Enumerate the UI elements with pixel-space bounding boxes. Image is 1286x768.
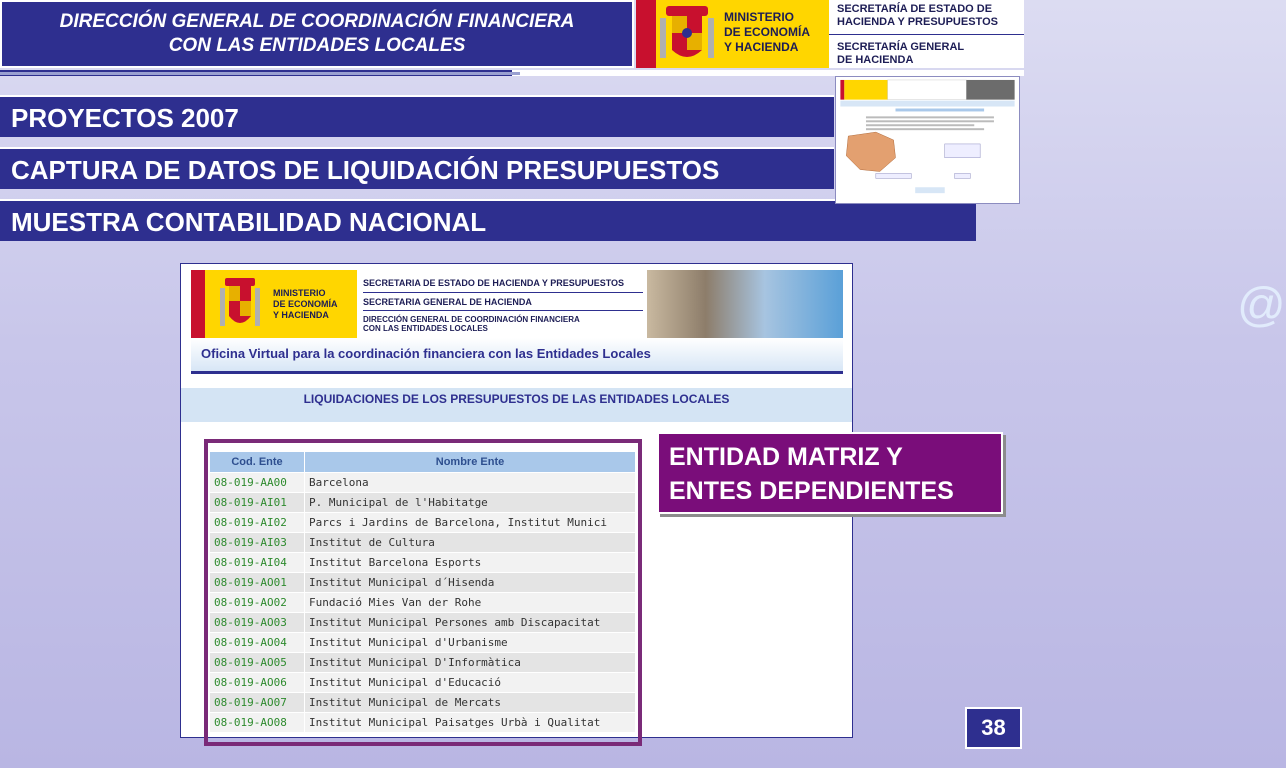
secretariat-state-line-2: HACIENDA Y PRESUPUESTOS bbox=[837, 16, 998, 28]
ministry-line-2: DE ECONOMÍA bbox=[724, 25, 811, 39]
entity-name: Institut Municipal de Mercats bbox=[305, 693, 636, 713]
callout-parent-entity bbox=[657, 432, 1003, 514]
slide-header bbox=[0, 0, 1024, 72]
entity-code[interactable]: 08-019-AO04 bbox=[210, 633, 305, 653]
callout-line-2: ENTES DEPENDIENTES bbox=[669, 477, 954, 505]
secretariat-general-line-1: SECRETARÍA GENERAL bbox=[837, 41, 965, 53]
table-row[interactable] bbox=[210, 673, 636, 693]
entity-name: Institut de Cultura bbox=[305, 533, 636, 553]
entity-name: Barcelona bbox=[305, 473, 636, 493]
site-banner-photo bbox=[647, 270, 1286, 338]
site-flag-red-stripe bbox=[191, 270, 205, 338]
entity-name: Institut Municipal Paisatges Urbà i Qualitat bbox=[305, 713, 636, 733]
table-header-row bbox=[210, 452, 636, 473]
band-capture: CAPTURA DE DATOS DE LIQUIDACIÓN PRESUPUESTOS bbox=[0, 147, 834, 189]
entity-code[interactable]: 08-019-AO05 bbox=[210, 653, 305, 673]
site-office-title: Oficina Virtual para la coordinación financiera con las Entidades Locales bbox=[201, 346, 651, 361]
site-sec-divider bbox=[363, 310, 643, 311]
table-row[interactable] bbox=[210, 573, 636, 593]
site-ministry-line-2: DE ECONOMÍA bbox=[273, 299, 338, 309]
ministry-line-3: Y HACIENDA bbox=[724, 40, 799, 54]
callout-line-1: ENTIDAD MATRIZ Y bbox=[669, 443, 903, 471]
table-row[interactable] bbox=[210, 653, 636, 673]
site-header bbox=[191, 270, 1286, 376]
at-sign-icon: @ bbox=[1237, 279, 1286, 332]
secretariat-general-line-2: DE HACIENDA bbox=[837, 54, 914, 66]
table-row[interactable] bbox=[210, 713, 636, 733]
liquidations-heading: LIQUIDACIONES DE LOS PRESUPUESTOS DE LAS ENTIDADES LOCALES bbox=[181, 388, 852, 422]
site-ministry-name bbox=[273, 288, 338, 321]
table-row[interactable] bbox=[210, 493, 636, 513]
entity-code[interactable]: 08-019-AA00 bbox=[210, 473, 305, 493]
header-underline-accent bbox=[0, 72, 520, 75]
table-row[interactable] bbox=[210, 533, 636, 553]
entity-code[interactable]: 08-019-AI01 bbox=[210, 493, 305, 513]
flag-red-stripe bbox=[636, 0, 656, 68]
entity-name: Institut Municipal D'Informàtica bbox=[305, 653, 636, 673]
entity-name: Institut Barcelona Esports bbox=[305, 553, 636, 573]
entity-name: Parcs i Jardins de Barcelona, Institut Munici bbox=[305, 513, 636, 533]
column-header-code: Cod. Ente bbox=[210, 452, 305, 473]
site-sec-general: SECRETARIA GENERAL DE HACIENDA bbox=[363, 297, 532, 307]
site-dir-general-line-1: DIRECCIÓN GENERAL DE COORDINACIÓN FINANCIERA bbox=[363, 315, 580, 324]
title-line-1: DIRECCIÓN GENERAL DE COORDINACIÓN FINANCIERA bbox=[59, 11, 575, 32]
site-title-band bbox=[191, 338, 843, 374]
site-sec-divider bbox=[363, 292, 643, 293]
table-row[interactable] bbox=[210, 633, 636, 653]
ministry-line-1: MINISTERIO bbox=[724, 10, 795, 24]
site-ministry-line-3: Y HACIENDA bbox=[273, 310, 329, 320]
entity-code[interactable]: 08-019-AO06 bbox=[210, 673, 305, 693]
entity-name: Institut Municipal d'Educació bbox=[305, 673, 636, 693]
secretariats-panel bbox=[829, 0, 1024, 68]
title-line-2: CON LAS ENTIDADES LOCALES bbox=[168, 35, 466, 56]
entity-name: Institut Municipal d'Urbanisme bbox=[305, 633, 636, 653]
page-number: 38 bbox=[965, 707, 1022, 749]
site-coat-of-arms-icon bbox=[219, 276, 261, 332]
entities-table bbox=[209, 451, 636, 733]
ministry-name bbox=[724, 10, 810, 55]
table-row[interactable] bbox=[210, 473, 636, 493]
entity-code[interactable]: 08-019-AO02 bbox=[210, 593, 305, 613]
entity-name: Fundació Mies Van der Rohe bbox=[305, 593, 636, 613]
entity-code[interactable]: 08-019-AO08 bbox=[210, 713, 305, 733]
entity-name: Institut Municipal Persones amb Discapacitat bbox=[305, 613, 636, 633]
directorate-title bbox=[0, 0, 634, 68]
divider bbox=[829, 34, 1024, 35]
entity-code[interactable]: 08-019-AO03 bbox=[210, 613, 305, 633]
secretariat-state-line-1: SECRETARÍA DE ESTADO DE bbox=[837, 3, 993, 15]
table-row[interactable] bbox=[210, 513, 636, 533]
table-row[interactable] bbox=[210, 553, 636, 573]
site-ministry-line-1: MINISTERIO bbox=[273, 288, 326, 298]
entity-code[interactable]: 08-019-AO01 bbox=[210, 573, 305, 593]
table-row[interactable] bbox=[210, 593, 636, 613]
entity-name: Institut Municipal d´Hisenda bbox=[305, 573, 636, 593]
band-projects: PROYECTOS 2007 bbox=[0, 95, 834, 137]
entity-code[interactable]: 08-019-AI03 bbox=[210, 533, 305, 553]
band-sample: MUESTRA CONTABILIDAD NACIONAL bbox=[0, 199, 976, 241]
entity-code[interactable]: 08-019-AI02 bbox=[210, 513, 305, 533]
ministry-logo bbox=[636, 0, 829, 68]
entity-code[interactable]: 08-019-AI04 bbox=[210, 553, 305, 573]
website-thumbnail bbox=[835, 76, 1020, 204]
site-dir-general-line-2: CON LAS ENTIDADES LOCALES bbox=[363, 324, 488, 333]
table-row[interactable] bbox=[210, 693, 636, 713]
column-header-name: Nombre Ente bbox=[305, 452, 636, 473]
entity-code[interactable]: 08-019-AO07 bbox=[210, 693, 305, 713]
table-row[interactable] bbox=[210, 613, 636, 633]
site-sec-state: SECRETARIA DE ESTADO DE HACIENDA Y PRESUPUESTOS bbox=[363, 278, 625, 288]
entity-name: P. Municipal de l'Habitatge bbox=[305, 493, 636, 513]
coat-of-arms-icon bbox=[658, 4, 716, 64]
site-secretariats bbox=[357, 270, 647, 338]
